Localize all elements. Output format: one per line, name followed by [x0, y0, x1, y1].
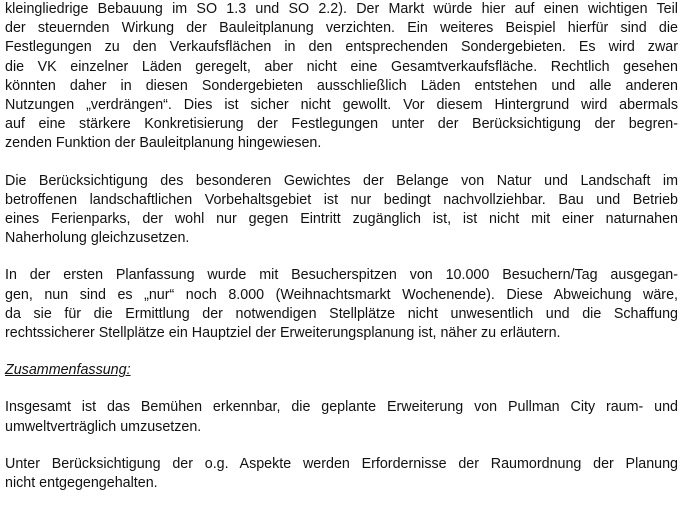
text-line: Die Berücksichtigung des besonderen Gewichtes der Belange von Natur und Landschaft im — [5, 172, 678, 189]
text-line: In der ersten Planfassung wurde mit Besucherspitzen von 10.000 Besuchern/Tag ausgegan- — [5, 267, 678, 284]
text-line: auf eine stärkere Konkretisierung der Festlegungen unter der Berücksichtigung der begren- — [5, 116, 678, 133]
text-line: Festlegungen zu den Verkaufsflächen in den entsprechenden Sondergebieten. Es wird zwar — [5, 39, 678, 56]
text-line: kleingliedrige Bebauung im SO 1.3 und SO 2.2). Der Markt würde hier auf einen wichtigen Teil — [5, 1, 678, 17]
paragraph-summary-conclusion — [5, 455, 678, 493]
paragraph-nature-landscape — [5, 172, 678, 249]
paragraph-visitor-peaks — [5, 266, 678, 343]
text-line: nicht entgegengehalten. — [5, 475, 158, 492]
paragraph-summary-effort — [5, 398, 678, 436]
paragraph-spacer — [5, 154, 678, 172]
text-line: der steuernden Wirkung der Bauleitplanung verzichten. Ein weiteres Beispiel hierfür sind die — [5, 20, 678, 37]
text-line: Unter Berücksichtigung der o.g. Aspekte werden Erfordernisse der Raumordnung der Planung — [5, 455, 678, 472]
paragraph-retail-areas — [5, 0, 678, 154]
text-line: da sie für die Ermittlung der notwendigen Stellplätze nicht unwesentlich und die Schaffung — [5, 305, 678, 322]
paragraph-spacer — [5, 437, 678, 455]
document-page — [5, 0, 678, 493]
text-line: Naherholung gleichzusetzen. — [5, 230, 190, 247]
text-line: rechtssicherer Stellplätze ein Hauptziel der Erweiterungsplanung ist, näher zu erläutern. — [5, 325, 561, 342]
text-line: Insgesamt ist das Bemühen erkennbar, die geplante Erweiterung von Pullman City raum- und — [5, 399, 678, 416]
text-line: gen, nun sind es „nur“ noch 8.000 (Weihnachtsmarkt Wochenende). Diese Abweichung wäre, — [5, 286, 678, 303]
text-line: zenden Funktion der Bauleitplanung hingewiesen. — [5, 135, 322, 152]
text-line: könnten daher in diesen Sondergebieten ausschließlich Läden entstehen und alle anderen — [5, 77, 678, 94]
text-line: eines Ferienparks, der wohl nur gegen Eintritt zugänglich ist, ist nicht mit einer naturnahen — [5, 211, 678, 228]
text-line: betroffenen landschaftlichen Vorbehaltsgebiet ist nur bedingt nachvollziehbar. Bau und Betrieb — [5, 191, 678, 208]
paragraph-spacer — [5, 248, 678, 266]
text-line: Nutzungen „verdrängen“. Dies ist sicher nicht gewollt. Vor diesem Hintergrund wird abermals — [5, 97, 678, 114]
summary-heading: Zusammenfassung: — [5, 362, 131, 379]
text-line: umweltverträglich umzusetzen. — [5, 418, 202, 435]
paragraph-spacer — [5, 343, 678, 361]
paragraph-spacer — [5, 380, 678, 398]
text-line: die VK einzelner Läden geregelt, aber nicht eine Gesamtverkaufsfläche. Rechtlich gesehen — [5, 58, 678, 75]
